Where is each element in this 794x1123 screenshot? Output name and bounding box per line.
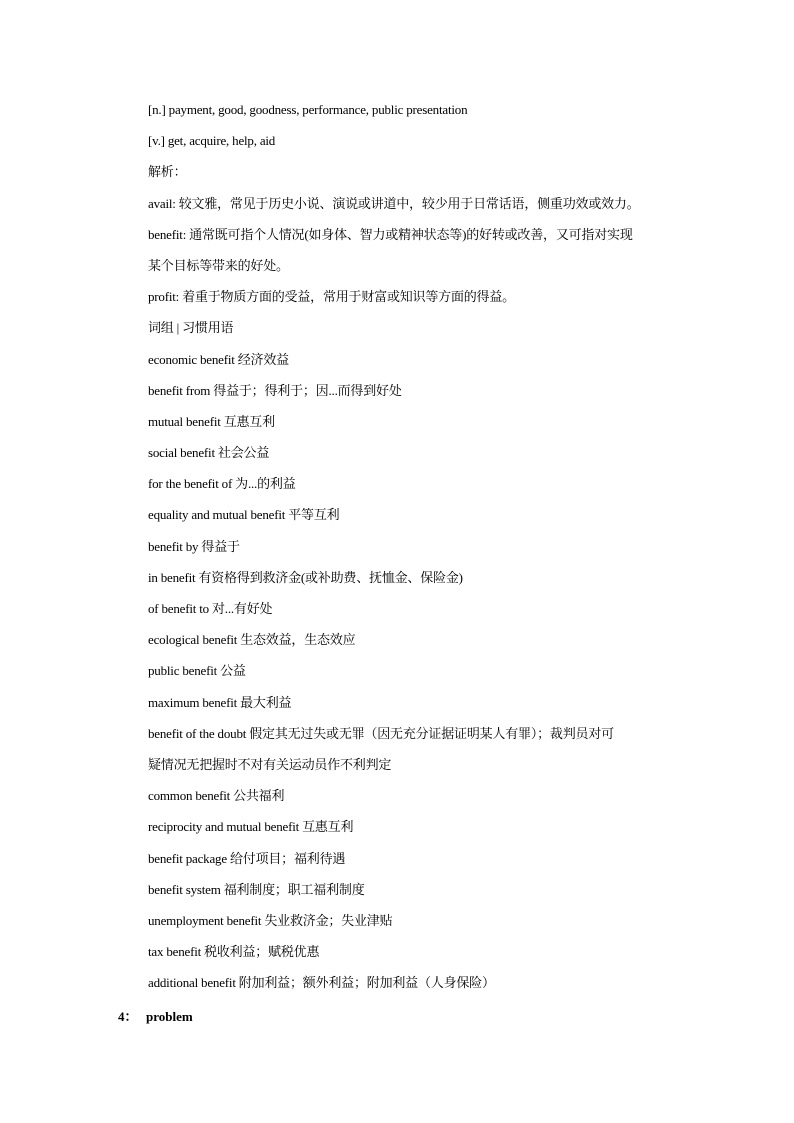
- section-heading: [118, 1007, 193, 1027]
- phrase-item: benefit package 给付项目；福利待遇: [148, 850, 346, 866]
- phrase-item: reciprocity and mutual benefit 互惠互利: [148, 819, 354, 835]
- analysis-profit: profit: 着重于物质方面的受益，常用于财富或知识等方面的得益。: [148, 289, 515, 305]
- phrase-item: benefit of the doubt 假定其无过失或无罪（因无充分证据证明某人有罪）；裁判员对可: [148, 725, 614, 741]
- phrase-item: benefit from 得益于；得利于；因...而得到好处: [148, 382, 402, 398]
- phrase-item: benefit by 得益于: [148, 538, 240, 554]
- section-title: problem: [146, 1009, 193, 1024]
- phrase-item: unemployment benefit 失业救济金；失业津贴: [148, 912, 393, 928]
- phrase-item: of benefit to 对...有好处: [148, 601, 273, 616]
- phrase-item: common benefit 公共福利: [148, 788, 285, 804]
- phrase-item: tax benefit 税收利益；赋税优惠: [148, 944, 320, 960]
- phrase-item: social benefit 社会公益: [148, 445, 270, 461]
- phrase-item: equality and mutual benefit 平等互利: [148, 507, 340, 523]
- analysis-heading: 解析：: [148, 164, 187, 180]
- phrase-item: maximum benefit 最大利益: [148, 694, 292, 710]
- phrase-item: additional benefit 附加利益；额外利益；附加利益（人身保险）: [148, 975, 495, 991]
- phrase-item: in benefit 有资格得到救济金(或补助费、抚恤金、保险金): [148, 569, 463, 585]
- analysis-benefit-cont: 某个目标等带来的好处。: [148, 257, 289, 273]
- phrase-item: benefit system 福利制度；职工福利制度: [148, 881, 365, 897]
- entry-content: [148, 100, 688, 1004]
- phrase-item: mutual benefit 互惠互利: [148, 413, 275, 429]
- phrase-item: ecological benefit 生态效益，生态效应: [148, 632, 356, 648]
- phrases-heading: 词组 | 习惯用语: [148, 320, 234, 336]
- analysis-benefit: benefit: 通常既可指个人情况(如身体、智力或精神状态等)的好转或改善，又可指对实现: [148, 226, 633, 242]
- analysis-avail: avail: 较文雅，常见于历史小说、演说或讲道中，较少用于日常话语，侧重功效或效力。: [148, 195, 640, 211]
- phrase-item-cont: 疑情况无把握时不对有关运动员作不利判定: [148, 756, 392, 772]
- phrase-item: for the benefit of 为...的利益: [148, 476, 296, 492]
- definition-verb: [v.] get, acquire, help, aid: [148, 133, 276, 149]
- section-number: 4：: [118, 1009, 138, 1024]
- definition-noun: [n.] payment, good, goodness, performance, public presentation: [148, 102, 468, 117]
- phrase-item: public benefit 公益: [148, 663, 246, 679]
- phrase-item: economic benefit 经济效益: [148, 351, 289, 367]
